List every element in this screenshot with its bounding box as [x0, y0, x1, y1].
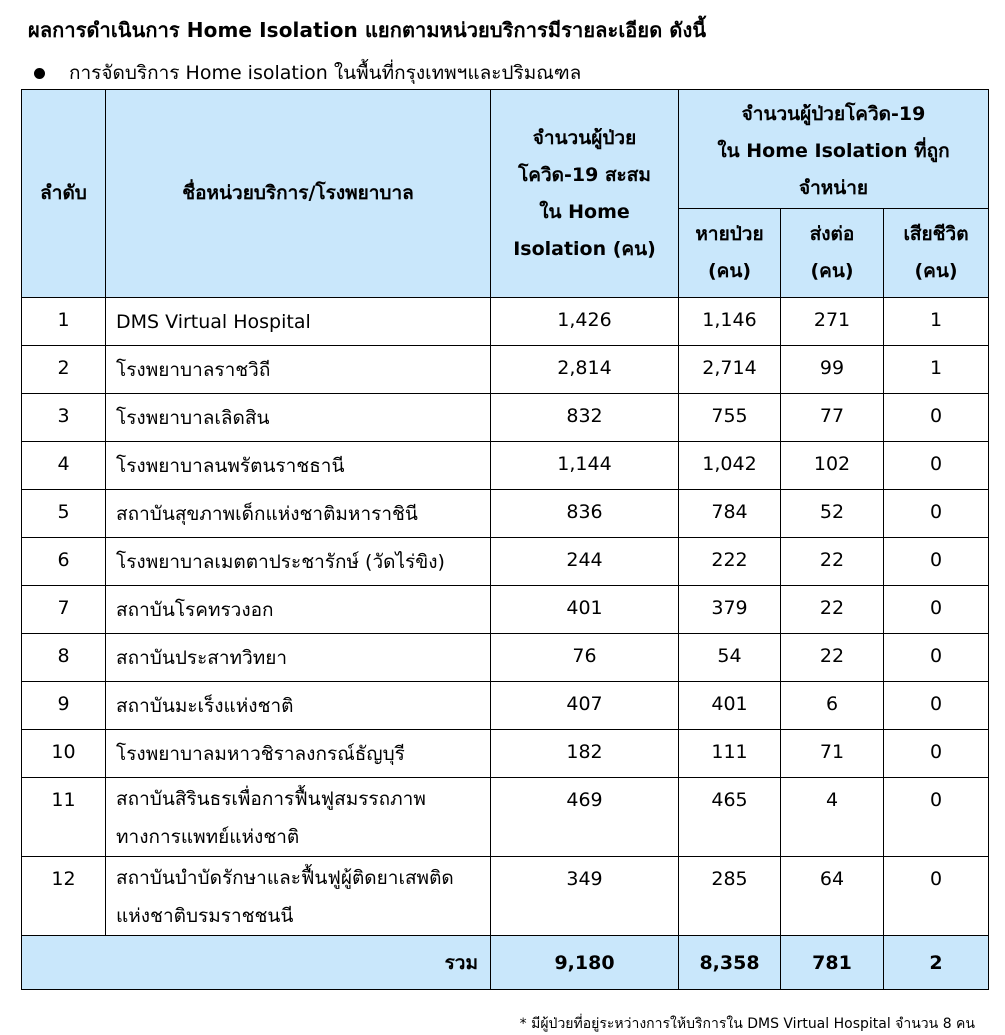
cell-cumulative: 407 [491, 682, 679, 730]
cell-unit-name: DMS Virtual Hospital [106, 298, 491, 346]
cell-deceased: 0 [884, 586, 989, 634]
cell-deceased: 0 [884, 634, 989, 682]
cell-recovered: 401 [679, 682, 781, 730]
cell-order: 1 [22, 298, 106, 346]
cell-referred: 99 [781, 346, 884, 394]
cell-order: 5 [22, 490, 106, 538]
cell-referred: 71 [781, 730, 884, 778]
cell-order: 9 [22, 682, 106, 730]
cell-order: 8 [22, 634, 106, 682]
cell-referred: 52 [781, 490, 884, 538]
bullet-item [34, 58, 581, 88]
header-cumulative-line2: โควิด-19 สะสม [518, 163, 651, 186]
table-row [22, 634, 989, 682]
cell-unit-name-line1: สถาบันสิรินธรเพื่อการฟื้นฟูสมรรถภาพ [116, 788, 426, 810]
cell-cumulative: 836 [491, 490, 679, 538]
table-row [22, 857, 989, 936]
cell-deceased: 0 [884, 442, 989, 490]
cell-cumulative: 1,144 [491, 442, 679, 490]
header-recovered [679, 209, 781, 298]
total-label: รวม [22, 936, 491, 990]
cell-recovered: 2,714 [679, 346, 781, 394]
cell-referred: 77 [781, 394, 884, 442]
table-row [22, 730, 989, 778]
cell-unit-name-line2: แห่งชาติบรมราชชนนี [116, 905, 294, 927]
cell-cumulative: 349 [491, 857, 679, 936]
cell-recovered: 285 [679, 857, 781, 936]
page-heading: ผลการดำเนินการ Home Isolation แยกตามหน่วยบริการมีรายละเอียด ดังนี้ [28, 18, 707, 42]
cell-recovered: 54 [679, 634, 781, 682]
cell-cumulative: 2,814 [491, 346, 679, 394]
cell-deceased: 1 [884, 346, 989, 394]
cell-order: 11 [22, 778, 106, 857]
table-row [22, 538, 989, 586]
header-unit-name: ชื่อหน่วยบริการ/โรงพยาบาล [106, 90, 491, 298]
cell-cumulative: 76 [491, 634, 679, 682]
cell-referred: 22 [781, 586, 884, 634]
footnote: * มีผู้ป่วยที่อยู่ระหว่างการให้บริการใน DMS Virtual Hospital จำนวน 8 คน [519, 1016, 975, 1032]
cell-unit-name [106, 857, 491, 936]
header-cumulative-line3: ใน Home [539, 200, 630, 223]
cell-referred: 64 [781, 857, 884, 936]
total-cumulative: 9,180 [491, 936, 679, 990]
cell-unit-name: โรงพยาบาลมหาวชิราลงกรณ์ธัญบุรี [106, 730, 491, 778]
cell-unit-name-line2: ทางการแพทย์แห่งชาติ [116, 826, 300, 848]
cell-unit-name [106, 778, 491, 857]
cell-unit-name: โรงพยาบาลนพรัตนราชธานี [106, 442, 491, 490]
cell-order: 10 [22, 730, 106, 778]
cell-deceased: 0 [884, 394, 989, 442]
header-recovered-line1: หายป่วย [695, 223, 764, 245]
header-cumulative-line4: Isolation (คน) [513, 237, 656, 260]
cell-unit-name: สถาบันประสาทวิทยา [106, 634, 491, 682]
cell-recovered: 1,042 [679, 442, 781, 490]
header-recovered-line2: (คน) [707, 260, 752, 282]
header-discharged-line3: จำหน่าย [798, 177, 869, 199]
cell-recovered: 379 [679, 586, 781, 634]
cell-deceased: 0 [884, 490, 989, 538]
table-row [22, 394, 989, 442]
cell-deceased: 0 [884, 857, 989, 936]
cell-referred: 22 [781, 634, 884, 682]
cell-referred: 4 [781, 778, 884, 857]
cell-recovered: 465 [679, 778, 781, 857]
table-row [22, 682, 989, 730]
table-body [22, 298, 989, 936]
cell-deceased: 0 [884, 682, 989, 730]
table-row [22, 298, 989, 346]
cell-deceased: 0 [884, 538, 989, 586]
cell-unit-name: สถาบันมะเร็งแห่งชาติ [106, 682, 491, 730]
cell-unit-name-line1: สถาบันบำบัดรักษาและฟื้นฟูผู้ติดยาเสพติด [116, 867, 454, 889]
cell-unit-name: โรงพยาบาลราชวิถี [106, 346, 491, 394]
cell-cumulative: 401 [491, 586, 679, 634]
cell-cumulative: 832 [491, 394, 679, 442]
header-cumulative [491, 90, 679, 298]
cell-unit-name: สถาบันโรคทรวงอก [106, 586, 491, 634]
cell-deceased: 1 [884, 298, 989, 346]
bullet-dot-icon [34, 68, 45, 79]
cell-recovered: 784 [679, 490, 781, 538]
cell-cumulative: 469 [491, 778, 679, 857]
header-discharged-line1: จำนวนผู้ป่วยโควิด-19 [741, 103, 926, 125]
cell-recovered: 111 [679, 730, 781, 778]
header-referred-line2: (คน) [810, 260, 854, 282]
table-row [22, 490, 989, 538]
cell-recovered: 1,146 [679, 298, 781, 346]
bullet-text: การจัดบริการ Home isolation ในพื้นที่กรุงเทพฯและปริมณฑล [69, 62, 582, 84]
cell-order: 3 [22, 394, 106, 442]
cell-referred: 22 [781, 538, 884, 586]
header-deceased-line2: (คน) [914, 260, 958, 282]
header-deceased-line1: เสียชีวิต [903, 223, 969, 245]
header-discharged [679, 90, 989, 209]
total-row [22, 936, 989, 990]
table-row [22, 442, 989, 490]
cell-referred: 271 [781, 298, 884, 346]
total-deceased: 2 [884, 936, 989, 990]
cell-order: 12 [22, 857, 106, 936]
header-referred-line1: ส่งต่อ [809, 223, 855, 245]
cell-deceased: 0 [884, 730, 989, 778]
cell-recovered: 755 [679, 394, 781, 442]
home-isolation-table [21, 89, 989, 990]
header-discharged-line2: ใน Home Isolation ที่ถูก [717, 140, 950, 162]
cell-referred: 102 [781, 442, 884, 490]
cell-order: 7 [22, 586, 106, 634]
total-recovered: 8,358 [679, 936, 781, 990]
cell-unit-name: โรงพยาบาลเลิดสิน [106, 394, 491, 442]
header-referred [781, 209, 884, 298]
cell-order: 6 [22, 538, 106, 586]
cell-unit-name: สถาบันสุขภาพเด็กแห่งชาติมหาราชินี [106, 490, 491, 538]
table-row [22, 778, 989, 857]
cell-referred: 6 [781, 682, 884, 730]
cell-order: 4 [22, 442, 106, 490]
table-row [22, 586, 989, 634]
cell-unit-name: โรงพยาบาลเมตตาประชารักษ์ (วัดไร่ขิง) [106, 538, 491, 586]
cell-cumulative: 244 [491, 538, 679, 586]
cell-order: 2 [22, 346, 106, 394]
header-deceased [884, 209, 989, 298]
total-referred: 781 [781, 936, 884, 990]
cell-cumulative: 1,426 [491, 298, 679, 346]
cell-cumulative: 182 [491, 730, 679, 778]
cell-deceased: 0 [884, 778, 989, 857]
cell-recovered: 222 [679, 538, 781, 586]
header-order: ลำดับ [22, 90, 106, 298]
header-cumulative-line1: จำนวนผู้ป่วย [532, 126, 637, 149]
table-row [22, 346, 989, 394]
